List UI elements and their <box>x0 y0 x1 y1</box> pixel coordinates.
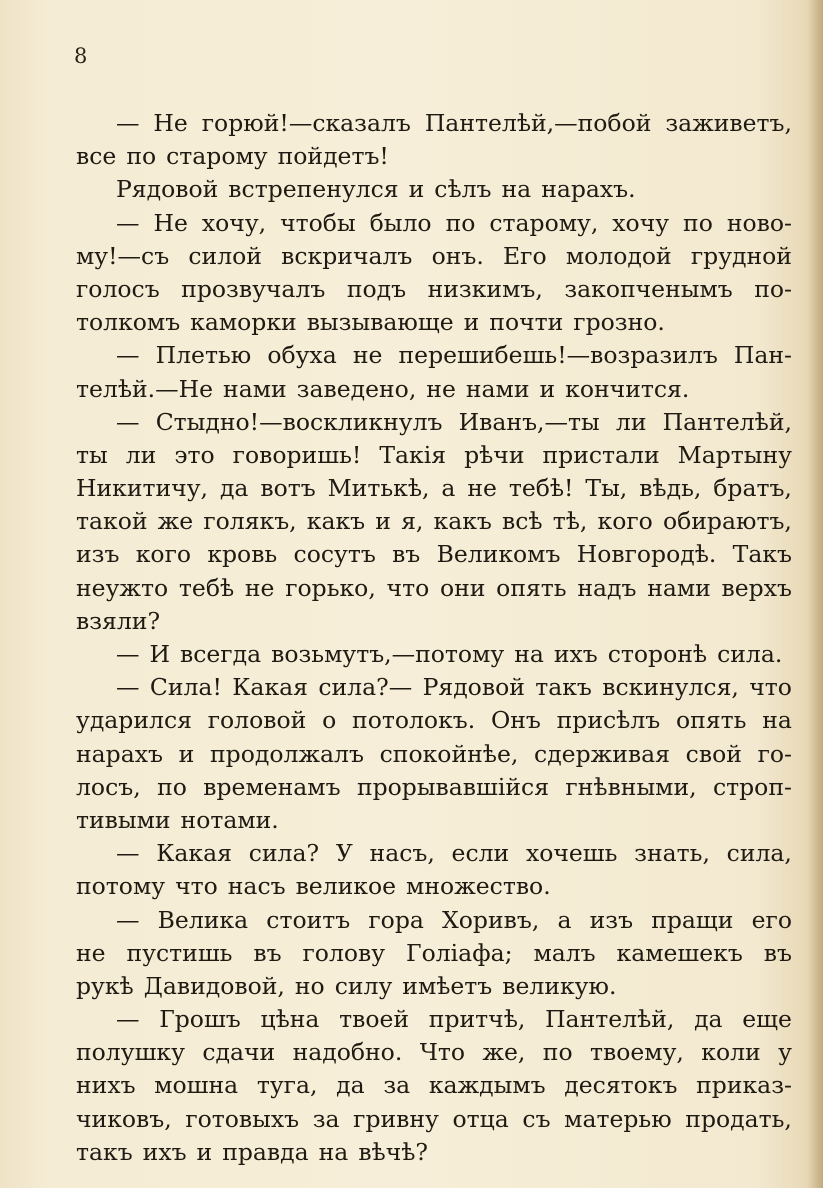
word: на <box>501 175 532 204</box>
text-line <box>76 406 792 439</box>
word: чтобы <box>280 208 356 237</box>
word: ударился <box>76 706 192 735</box>
word: опять <box>676 706 747 735</box>
word: продолжалъ <box>210 739 364 768</box>
word: ли <box>125 440 157 469</box>
word: нами <box>465 374 530 403</box>
word: ты <box>76 440 108 469</box>
word: это <box>174 440 215 469</box>
word: съ <box>522 1104 551 1133</box>
word: продать, <box>685 1104 792 1133</box>
word: — <box>116 341 140 370</box>
word: приказ- <box>696 1071 792 1100</box>
word: не <box>352 341 383 370</box>
text-line <box>76 1069 792 1102</box>
word: Какая <box>156 839 232 868</box>
word: камешекъ <box>616 938 743 967</box>
word: Онъ <box>490 706 541 735</box>
word: о <box>322 706 337 735</box>
word: великую. <box>502 971 617 1000</box>
word: такой <box>76 507 148 536</box>
word: готовыхъ <box>185 1104 300 1133</box>
word: сила. <box>717 640 783 668</box>
word: его <box>751 905 792 934</box>
word: перешибешь!—возразилъ <box>398 341 718 370</box>
text-line <box>76 240 792 273</box>
word: вскричалъ <box>281 241 413 270</box>
word: коли <box>701 1038 761 1067</box>
word: — <box>116 640 140 668</box>
word: пристали <box>542 440 660 469</box>
word: хочешь <box>525 839 618 868</box>
word: И <box>149 640 170 668</box>
word: нами <box>223 374 287 403</box>
word: силой <box>188 241 262 270</box>
word: хочу <box>612 208 670 237</box>
word: заведено, <box>296 374 417 403</box>
word: притчѣ, <box>428 1005 526 1034</box>
word: — <box>116 407 140 436</box>
page-text-body <box>76 107 792 1169</box>
word: туга, <box>256 1071 318 1100</box>
word: У <box>335 839 353 868</box>
word: правда <box>222 1137 309 1166</box>
word: какъ <box>433 507 492 536</box>
word: каждымъ <box>428 1071 546 1100</box>
word: возьмутъ,—потому <box>271 640 505 668</box>
text-line <box>76 1036 792 1069</box>
word: нарахъ <box>76 739 163 768</box>
word: вскинулся, <box>602 673 739 702</box>
word: да <box>219 474 249 503</box>
text-line <box>76 472 792 505</box>
word: по <box>157 772 187 801</box>
word: обуха <box>267 341 337 370</box>
word: Хоривъ, <box>442 905 540 934</box>
word: Никитичу, <box>76 474 209 503</box>
word: Такія <box>379 440 447 469</box>
word: Голіафа; <box>406 938 513 967</box>
word: матерью <box>564 1104 672 1133</box>
word: не <box>426 374 456 403</box>
word: подъ <box>346 274 407 303</box>
text-line <box>76 771 792 804</box>
page-number: 8 <box>74 44 88 68</box>
word: временамъ <box>203 772 341 801</box>
word: въ <box>253 938 282 967</box>
word: обираютъ, <box>662 507 792 536</box>
word: было <box>369 208 432 237</box>
word: Что <box>419 1038 466 1067</box>
word: за <box>312 1104 340 1133</box>
word: по <box>126 142 157 171</box>
text-line <box>76 107 792 140</box>
word: сосутъ <box>293 540 376 569</box>
text-line <box>76 738 792 771</box>
word: вѣдь, <box>639 474 702 503</box>
word: а <box>557 905 572 934</box>
word: кого <box>135 540 192 569</box>
word: потолокъ. <box>352 706 476 735</box>
word: и <box>178 739 195 768</box>
word: спокойнѣе, <box>379 739 519 768</box>
text-line <box>76 970 792 1003</box>
word: великое <box>295 872 397 901</box>
word: телѣй.—Не <box>76 374 214 403</box>
word: Пантелѣй, <box>545 1005 675 1034</box>
word: кончится. <box>565 374 690 403</box>
word: Пантелѣй, <box>662 407 792 436</box>
word: вѣчѣ? <box>358 1137 429 1166</box>
word: лосъ, <box>76 772 141 801</box>
word: — <box>116 208 140 237</box>
text-line <box>76 306 792 339</box>
word: закопченымъ <box>564 274 733 303</box>
word: надобно. <box>292 1038 403 1067</box>
word: Новгородѣ. <box>576 540 717 569</box>
word: каморки <box>190 308 297 337</box>
word: за <box>383 1071 411 1100</box>
word: не <box>76 938 106 967</box>
word: все <box>76 142 117 171</box>
word: горько, <box>285 573 376 602</box>
text-line <box>76 671 792 704</box>
word: отца <box>452 1104 509 1133</box>
word: ново- <box>726 208 792 237</box>
word: сила? <box>248 839 320 868</box>
word: по- <box>754 274 792 303</box>
word: голову <box>302 938 386 967</box>
word: старому, <box>489 208 599 237</box>
word: нотами. <box>180 805 279 834</box>
word: стоитъ <box>266 905 351 934</box>
text-line <box>76 538 792 571</box>
word: тѣ, <box>552 507 588 536</box>
word: сторонѣ <box>607 640 708 668</box>
text-line <box>76 572 792 605</box>
word: цѣна <box>260 1005 320 1034</box>
word: Грошъ <box>159 1005 241 1034</box>
word: Стыдно!—воскликнулъ <box>155 407 443 436</box>
word: вызывающе <box>306 308 454 337</box>
word: тебѣ! <box>508 474 574 503</box>
text-line <box>76 207 792 240</box>
word: братъ, <box>713 474 792 503</box>
word: — <box>116 109 140 137</box>
word: верхъ <box>721 573 792 602</box>
word: тивыми <box>76 805 171 834</box>
word: опять <box>496 573 567 602</box>
word: строп- <box>712 772 792 801</box>
word: Рядовой <box>422 673 525 702</box>
word: сдачи <box>202 1038 276 1067</box>
text-line <box>76 704 792 737</box>
word: — <box>116 839 140 868</box>
text-line <box>76 1103 792 1136</box>
word: знать, <box>634 839 710 868</box>
word: всѣ <box>502 507 543 536</box>
word: ихъ <box>553 640 598 668</box>
word: нихъ <box>76 1071 136 1100</box>
word: сила, <box>726 839 792 868</box>
word: головой <box>207 706 307 735</box>
word: такъ <box>535 673 592 702</box>
text-line <box>76 339 792 372</box>
text-line <box>76 804 792 837</box>
word: по <box>542 1038 573 1067</box>
word: Плетью <box>155 341 252 370</box>
word: го- <box>757 739 792 768</box>
word: множество. <box>406 872 551 901</box>
word: сѣлъ <box>434 175 492 204</box>
text-line <box>76 140 792 173</box>
word: — <box>116 905 140 934</box>
word: Мартыну <box>677 440 792 469</box>
word: что <box>386 573 430 602</box>
word: да <box>336 1071 365 1100</box>
word: же, <box>482 1038 526 1067</box>
word: да <box>694 1005 723 1034</box>
word: пустишь <box>126 938 233 967</box>
word: взяли? <box>76 606 161 635</box>
word: изъ <box>76 540 120 569</box>
word: же <box>157 507 194 536</box>
word: и <box>375 507 391 536</box>
word: десятокъ <box>564 1071 678 1100</box>
word: рѣчи <box>464 440 525 469</box>
word: не <box>467 474 497 503</box>
text-line <box>76 638 792 671</box>
word: Великомъ <box>436 540 561 569</box>
word: Такъ <box>732 540 792 569</box>
word: онъ. <box>431 241 484 270</box>
word: но <box>294 971 325 1000</box>
word: нами <box>647 573 711 602</box>
word: и <box>463 308 480 337</box>
word: хочу, <box>201 208 267 237</box>
word: голосъ <box>76 274 160 303</box>
word: — <box>116 1005 140 1034</box>
word: и <box>196 1137 213 1166</box>
word: по <box>445 208 476 237</box>
word: Пан- <box>733 341 792 370</box>
word: твоей <box>339 1005 410 1034</box>
text-line <box>76 904 792 937</box>
word: Сила! <box>149 673 222 702</box>
word: Ты, <box>585 474 628 503</box>
word: горюй!—сказалъ <box>201 109 411 137</box>
word: что <box>175 872 218 901</box>
word: гора <box>368 905 424 934</box>
word: у <box>778 1038 792 1067</box>
word: ихъ <box>142 1137 187 1166</box>
word: голякъ, <box>203 507 297 536</box>
text-line <box>76 373 792 406</box>
text-line <box>76 439 792 472</box>
text-line <box>76 1136 792 1169</box>
word: кого <box>597 507 653 536</box>
word: Велика <box>157 905 249 934</box>
word: на <box>514 640 544 668</box>
word: такъ <box>76 1137 133 1166</box>
word: пращи <box>651 905 734 934</box>
word: почти <box>489 308 564 337</box>
word: твоему, <box>590 1038 684 1067</box>
word: надъ <box>577 573 637 602</box>
word: Какая <box>232 673 308 702</box>
word: силу <box>334 971 393 1000</box>
word: не <box>244 573 275 602</box>
word: на <box>318 1137 349 1166</box>
word: имѣетъ <box>402 971 493 1000</box>
word: кровь <box>207 540 278 569</box>
text-line <box>76 505 792 538</box>
word: какъ <box>306 507 366 536</box>
word: нарахъ. <box>541 175 636 204</box>
word: Давидовой, <box>143 971 285 1000</box>
word: Рядовой <box>116 175 219 204</box>
word: ли <box>615 407 647 436</box>
word: прозвучалъ <box>181 274 326 303</box>
word: насъ, <box>369 839 435 868</box>
word: потому <box>76 872 166 901</box>
word: я, <box>401 507 424 536</box>
word: и <box>408 175 425 204</box>
word: прорывавшійся <box>356 772 550 801</box>
word: му!—съ <box>76 241 170 270</box>
word: — <box>116 673 140 702</box>
word: грудной <box>690 241 792 270</box>
word: низкимъ, <box>427 274 543 303</box>
word: Не <box>153 109 188 137</box>
word: тебѣ <box>178 573 235 602</box>
word: присѣлъ <box>556 706 661 735</box>
word: на <box>762 706 792 735</box>
text-line <box>76 173 792 206</box>
word: грозно. <box>573 308 665 337</box>
word: неужто <box>76 573 169 602</box>
word: встрепенулся <box>228 175 399 204</box>
word: Иванъ,—ты <box>458 407 600 436</box>
word: Митькѣ, <box>327 474 430 503</box>
word: сдерживая <box>534 739 670 768</box>
word: гнѣвными, <box>565 772 697 801</box>
word: рукѣ <box>76 971 134 1000</box>
text-line <box>76 937 792 970</box>
word: молодой <box>565 241 672 270</box>
word: полушку <box>76 1038 185 1067</box>
word: Его <box>503 241 547 270</box>
text-line <box>76 1003 792 1036</box>
word: еще <box>742 1005 792 1034</box>
word: малъ <box>533 938 596 967</box>
word: свой <box>685 739 742 768</box>
word: насъ <box>227 872 286 901</box>
word: а <box>441 474 456 503</box>
word: въ <box>392 540 421 569</box>
word: если <box>451 839 510 868</box>
word: чиковъ, <box>76 1104 172 1133</box>
word: Не <box>153 208 188 237</box>
word: они <box>439 573 486 602</box>
text-line <box>76 273 792 306</box>
word: старому <box>166 142 268 171</box>
text-line <box>76 837 792 870</box>
word: всегда <box>180 640 262 668</box>
word: сила?— <box>318 673 413 702</box>
word: изъ <box>589 905 634 934</box>
word: по <box>683 208 713 237</box>
word: пойдетъ! <box>277 142 389 171</box>
word: въ <box>763 938 792 967</box>
word: Пантелѣй,—побой <box>424 109 652 137</box>
page-edge-shadow <box>807 0 823 1188</box>
word: мошна <box>154 1071 239 1100</box>
word: говоришь! <box>232 440 362 469</box>
word: вотъ <box>260 474 316 503</box>
word: заживетъ, <box>665 109 792 137</box>
word: и <box>539 374 556 403</box>
text-line <box>76 605 792 638</box>
text-line <box>76 870 792 903</box>
word: толкомъ <box>76 308 181 337</box>
word: что <box>749 673 792 702</box>
word: гривну <box>353 1104 439 1133</box>
